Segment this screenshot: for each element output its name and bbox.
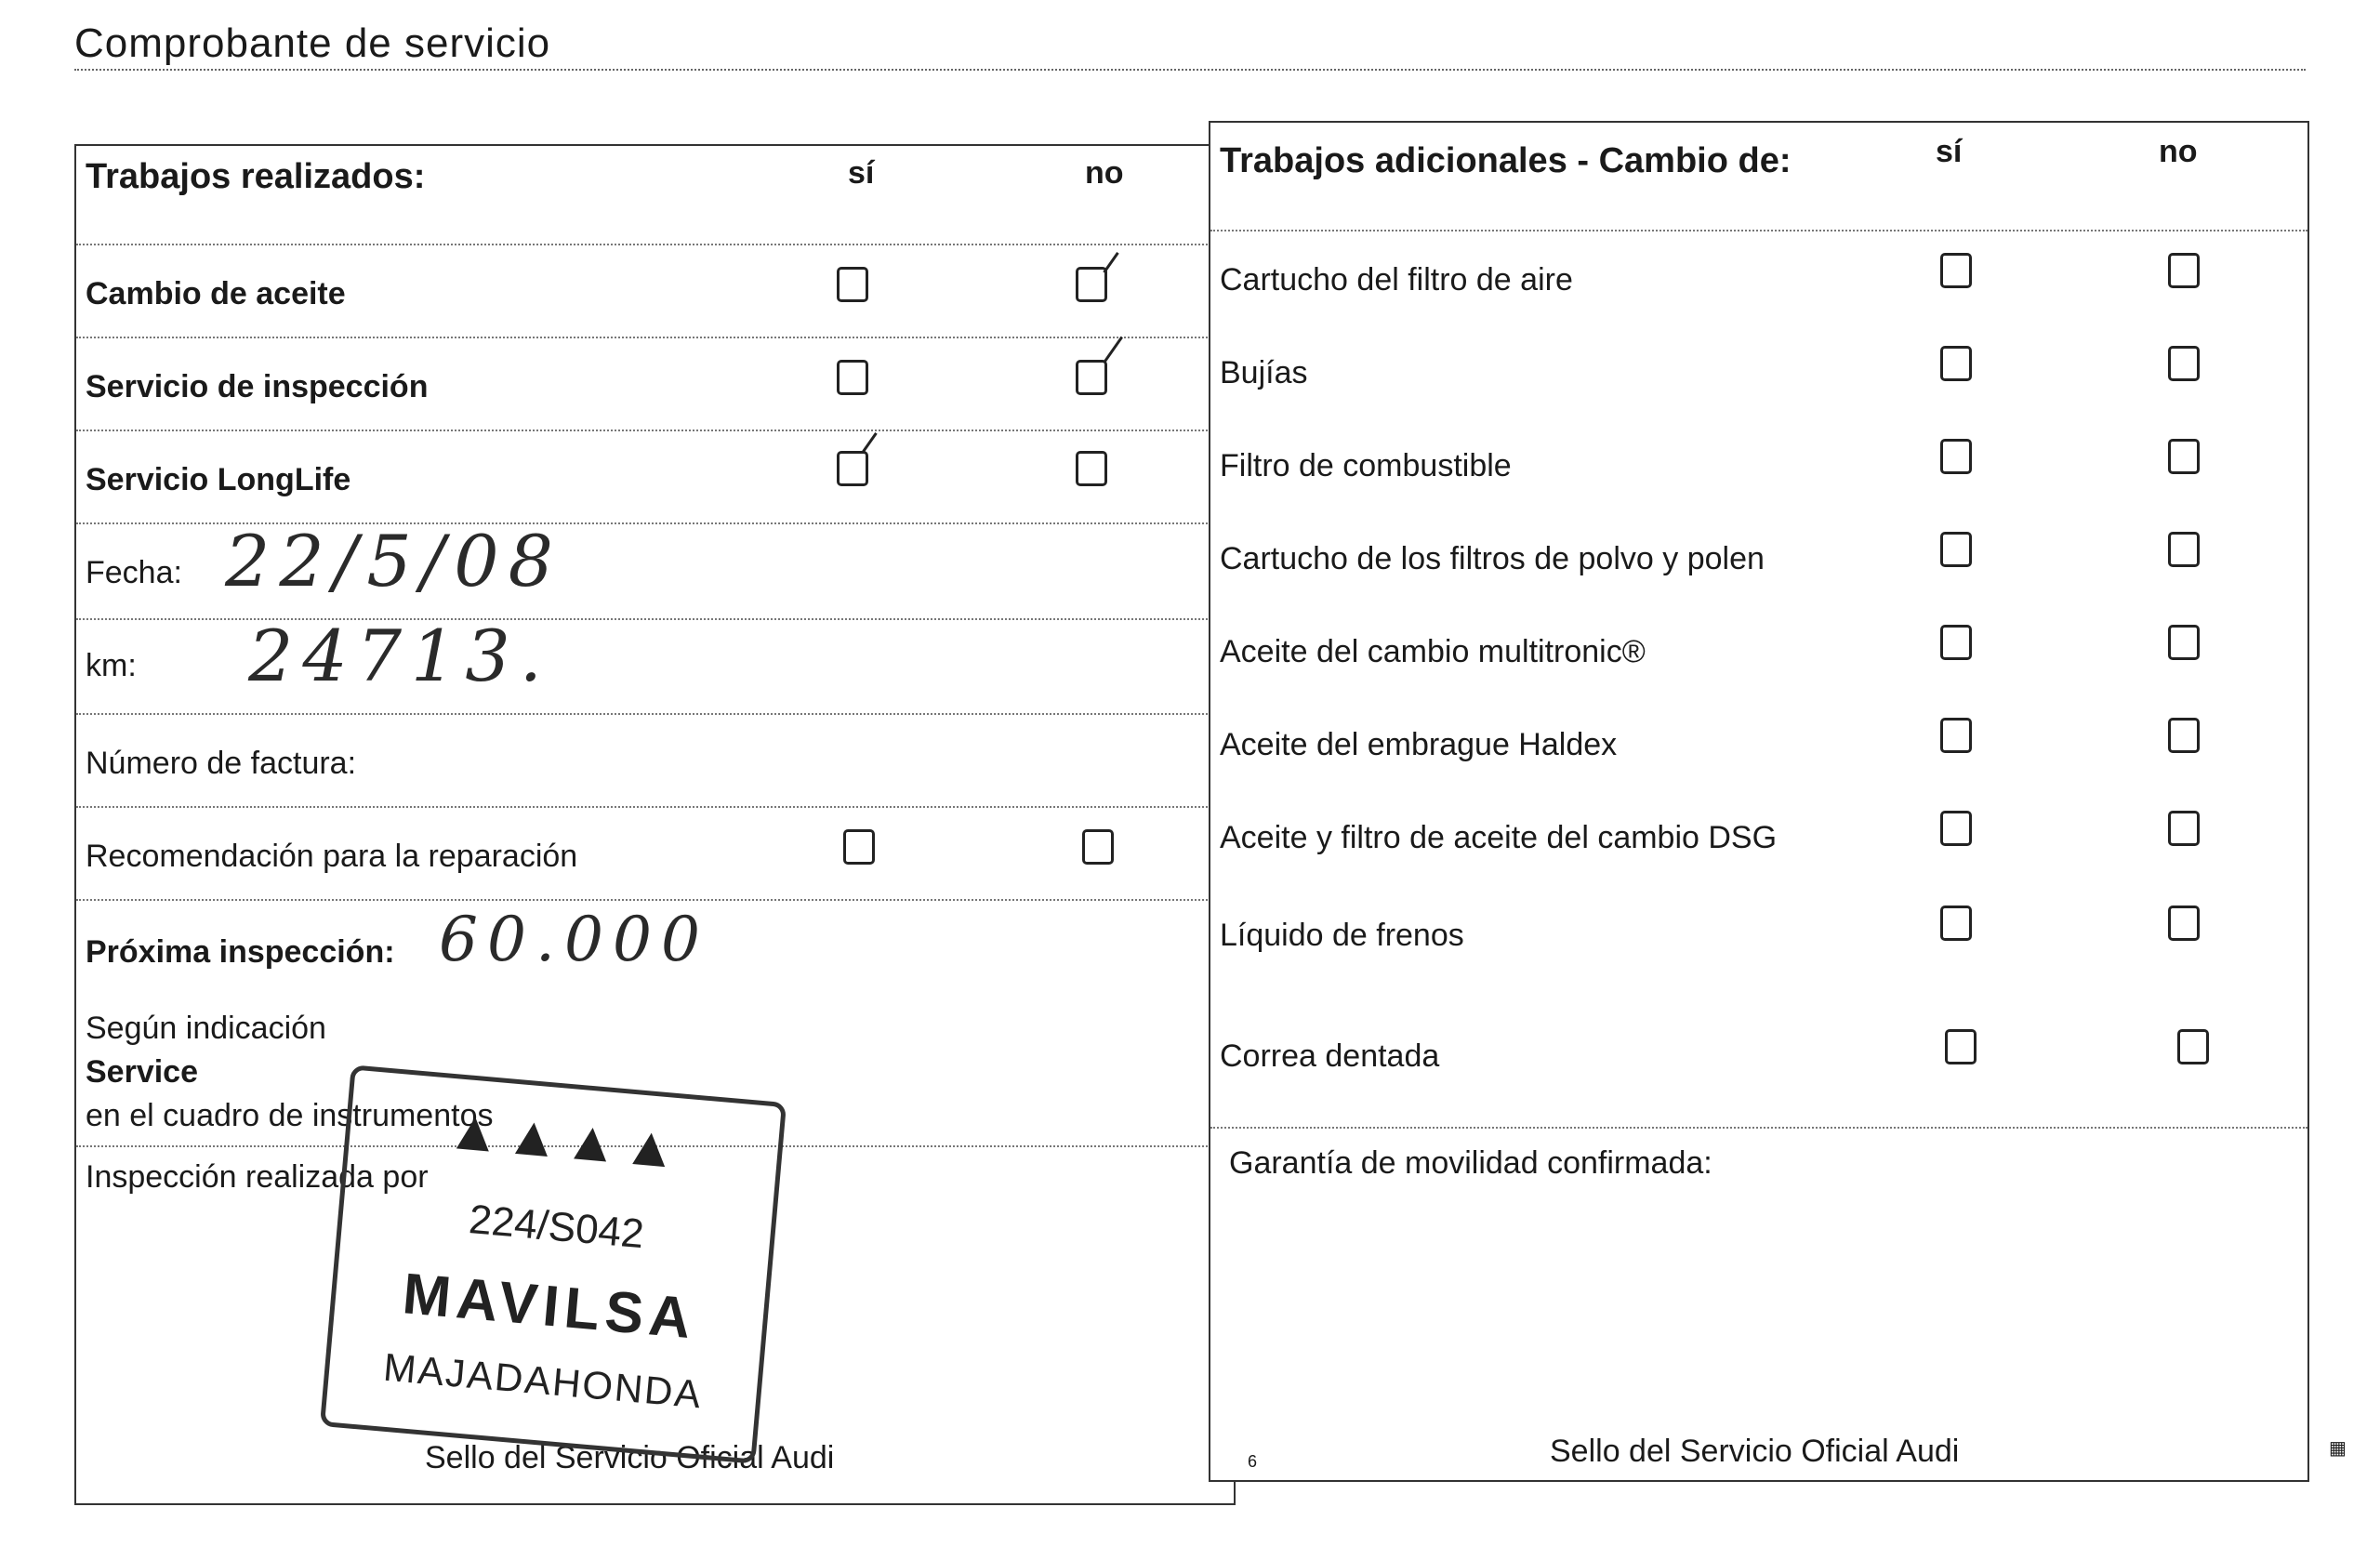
checkbox-dsg-no[interactable] bbox=[2168, 811, 2200, 846]
km-handwritten: 24713. bbox=[248, 615, 551, 697]
check-mark-icon bbox=[1103, 337, 1123, 364]
row-label-cambio-aceite: Cambio de aceite bbox=[86, 276, 346, 311]
garantia-label: Garantía de movilidad confirmada: bbox=[1229, 1145, 1712, 1181]
left-header: Trabajos realizados: bbox=[86, 157, 426, 196]
dealer-stamp bbox=[320, 1064, 787, 1463]
stamp-town: MAJADAHONDA bbox=[381, 1344, 705, 1417]
checkbox-filtros-polvo-no[interactable] bbox=[2168, 532, 2200, 567]
checkbox-correa-si[interactable] bbox=[1945, 1029, 1977, 1064]
divider bbox=[76, 337, 1234, 338]
segun-line2: Service bbox=[86, 1054, 198, 1090]
stamp-code: 224/S042 bbox=[467, 1196, 646, 1258]
right-row-label: Aceite del embrague Haldex bbox=[1220, 727, 1618, 762]
checkbox-bujias-no[interactable] bbox=[2168, 346, 2200, 381]
corner-mark-icon: ▦ bbox=[2329, 1438, 2347, 1459]
divider bbox=[1210, 230, 2307, 231]
checkbox-cambio-aceite-si[interactable] bbox=[837, 267, 868, 302]
row-label-servicio-inspeccion: Servicio de inspección bbox=[86, 369, 429, 404]
right-row-label: Correa dentada bbox=[1220, 1038, 1440, 1074]
left-col-si: sí bbox=[848, 155, 875, 191]
checkbox-frenos-si[interactable] bbox=[1940, 906, 1972, 941]
checkbox-filtro-combustible-no[interactable] bbox=[2168, 439, 2200, 474]
stamp-name: MAVILSA bbox=[400, 1262, 699, 1352]
segun-line1: Según indicación bbox=[86, 1011, 326, 1046]
fecha-label: Fecha: bbox=[86, 555, 182, 590]
right-row-label: Filtro de combustible bbox=[1220, 448, 1512, 483]
right-row-label: Aceite y filtro de aceite del cambio DSG bbox=[1220, 820, 1778, 855]
stamp-logo-icon: ▲▲▲▲ bbox=[443, 1097, 685, 1181]
divider bbox=[76, 899, 1234, 901]
checkbox-multitronic-si[interactable] bbox=[1940, 625, 1972, 660]
factura-label: Número de factura: bbox=[86, 746, 357, 781]
proxima-label: Próxima inspección: bbox=[86, 934, 395, 970]
right-row-label: Bujías bbox=[1220, 355, 1308, 390]
proxima-handwritten: 60.000 bbox=[439, 904, 709, 975]
page-number: 6 bbox=[1248, 1452, 1258, 1471]
checkbox-multitronic-no[interactable] bbox=[2168, 625, 2200, 660]
checkbox-filtros-polvo-si[interactable] bbox=[1940, 532, 1972, 567]
checkbox-filtro-aire-si[interactable] bbox=[1940, 253, 1972, 288]
checkbox-recomendacion-no[interactable] bbox=[1082, 829, 1114, 865]
right-row-label: Cartucho de los filtros de polvo y polen bbox=[1220, 541, 1765, 576]
km-label: km: bbox=[86, 648, 137, 683]
checkbox-haldex-no[interactable] bbox=[2168, 718, 2200, 753]
right-col-no: no bbox=[2159, 134, 2198, 169]
checkbox-servicio-inspeccion-no[interactable] bbox=[1076, 360, 1107, 395]
checkbox-haldex-si[interactable] bbox=[1940, 718, 1972, 753]
fecha-handwritten: 22/5/08 bbox=[225, 520, 562, 602]
checkbox-correa-no[interactable] bbox=[2177, 1029, 2209, 1064]
page-title: Comprobante de servicio bbox=[74, 20, 551, 66]
left-col-no: no bbox=[1085, 155, 1124, 191]
checkbox-filtro-combustible-si[interactable] bbox=[1940, 439, 1972, 474]
checkbox-filtro-aire-no[interactable] bbox=[2168, 253, 2200, 288]
right-header: Trabajos adicionales - Cambio de: bbox=[1220, 141, 1792, 180]
checkbox-servicio-inspeccion-si[interactable] bbox=[837, 360, 868, 395]
inspeccion-label: Inspección realizada por bbox=[86, 1159, 429, 1195]
sello-label-left: Sello del Servicio Oficial Audi bbox=[425, 1440, 835, 1475]
checkbox-bujias-si[interactable] bbox=[1940, 346, 1972, 381]
checkbox-servicio-longlife-si[interactable] bbox=[837, 451, 868, 486]
row-label-servicio-longlife: Servicio LongLife bbox=[86, 462, 351, 497]
check-mark-icon bbox=[861, 432, 877, 454]
segun-line3: en el cuadro de instrumentos bbox=[86, 1098, 494, 1133]
title-rule bbox=[74, 69, 2306, 71]
checkbox-recomendacion-si[interactable] bbox=[843, 829, 875, 865]
divider bbox=[76, 806, 1234, 808]
divider bbox=[76, 430, 1234, 431]
sello-label-right: Sello del Servicio Oficial Audi bbox=[1550, 1434, 1960, 1469]
recomendacion-label: Recomendación para la reparación bbox=[86, 839, 578, 874]
divider bbox=[76, 244, 1234, 245]
check-mark-icon bbox=[1103, 252, 1118, 273]
checkbox-frenos-no[interactable] bbox=[2168, 906, 2200, 941]
right-panel bbox=[1209, 121, 2309, 1482]
divider bbox=[76, 713, 1234, 715]
right-col-si: sí bbox=[1936, 134, 1963, 169]
checkbox-servicio-longlife-no[interactable] bbox=[1076, 451, 1107, 486]
right-row-label: Líquido de frenos bbox=[1220, 918, 1464, 953]
right-row-label: Cartucho del filtro de aire bbox=[1220, 262, 1573, 297]
divider bbox=[1210, 1127, 2307, 1129]
checkbox-dsg-si[interactable] bbox=[1940, 811, 1972, 846]
right-row-label: Aceite del cambio multitronic® bbox=[1220, 634, 1646, 669]
